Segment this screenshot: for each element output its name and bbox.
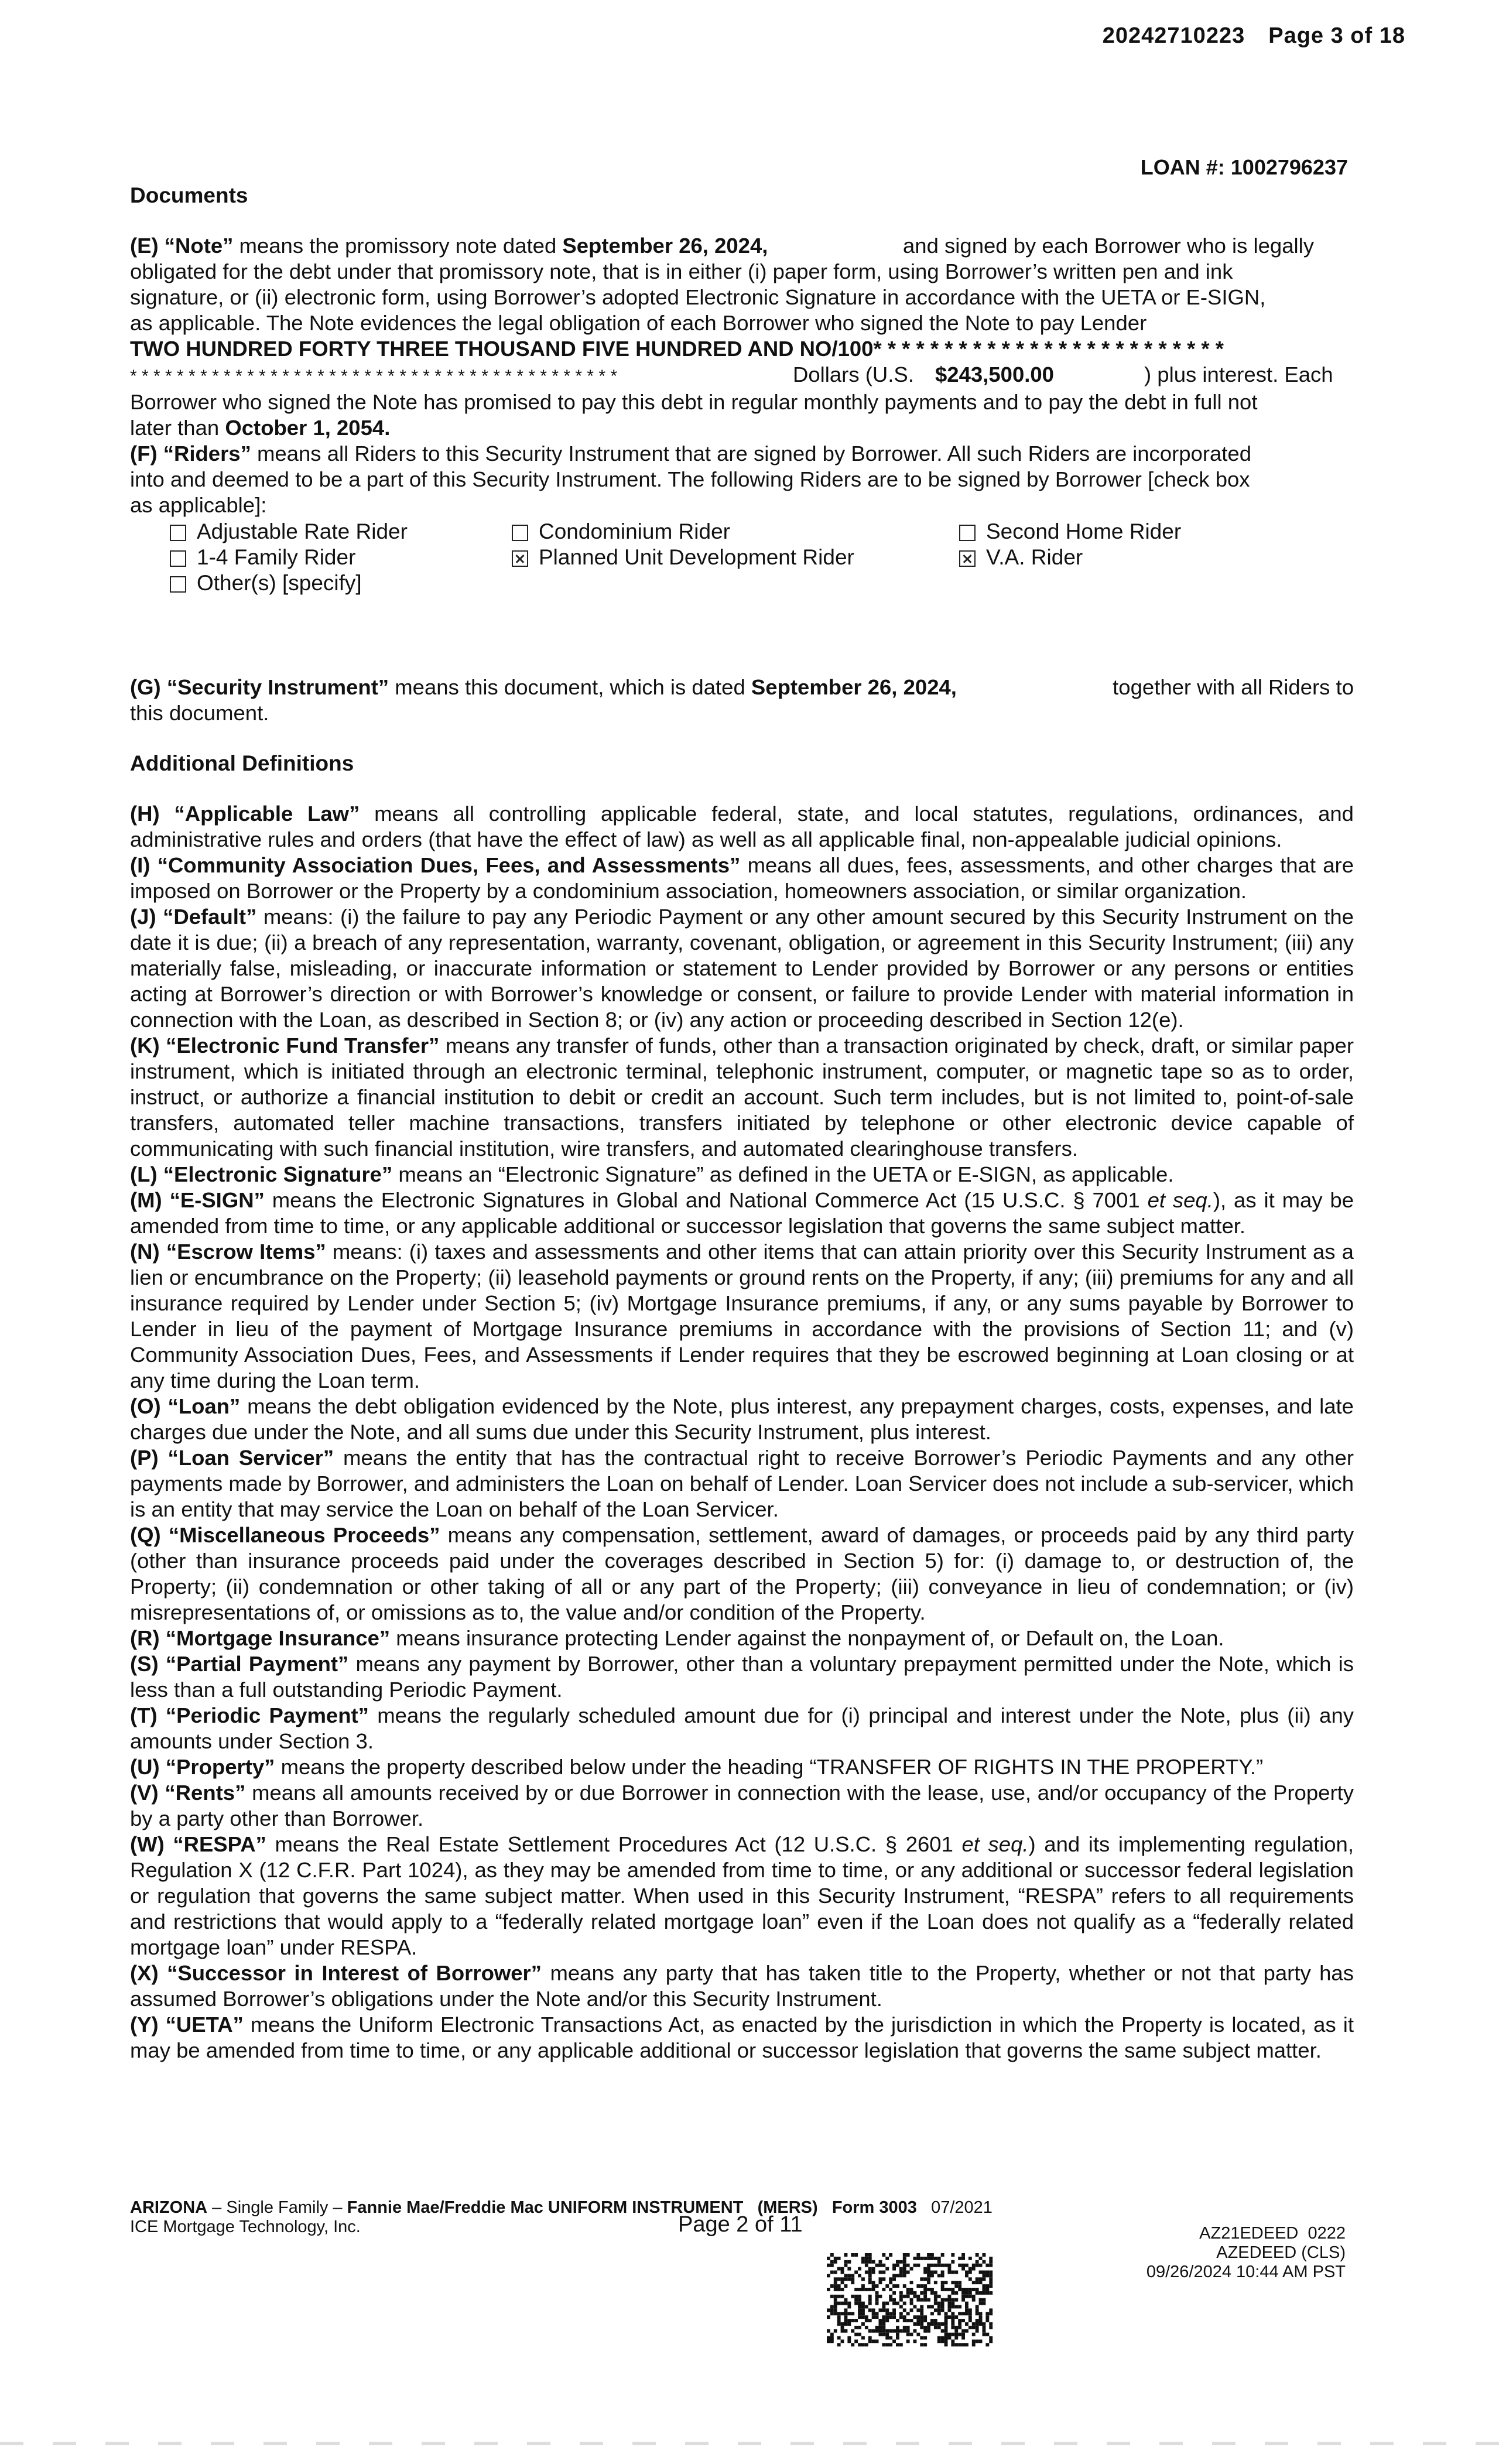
definition-term: (T) “Periodic Payment” (130, 1703, 369, 1727)
footer-code-1: AZ21EDEED 0222 (1199, 2224, 1346, 2243)
note-line-7: Borrower who signed the Note has promised to pay this debt in regular monthly payments and to pay the debt in full not (130, 390, 1258, 414)
rider-adjustable-rate[interactable] (170, 519, 408, 545)
definition-text: means all amounts received by or due Borrower in connection with the lease, use, and/or occupancy of the Property by a party other than Borrower. (130, 1781, 1354, 1830)
loan-amount: $243,500.00 (935, 362, 1054, 386)
document-number: 20242710223 (1102, 23, 1245, 48)
rider-va[interactable] (959, 545, 1083, 570)
definition-security-instrument (130, 675, 1354, 726)
definition-term: (S) “Partial Payment” (130, 1652, 349, 1676)
definition-item (130, 1033, 1354, 1162)
definition-item (130, 1187, 1354, 1239)
definition-text: means any transfer of funds, other than a transaction originated by check, draft, or similar paper instrument, which is initiated through an electronic terminal, telephonic instrument, computer, or magnetic tape so as to order, instruct, or authorize a financial institution to debit or credit an account. Such term includes, but is not limited to, point-of-sale transfers, automated teller machine transactions, transfers initiated by telephone or other electronic device capable of communicating with such financial institution, wire transfers, and automated clearinghouse transfers. (130, 1033, 1354, 1161)
definition-item (130, 1445, 1354, 1522)
maturity-date: October 1, 2054. (225, 416, 391, 440)
definition-term: (U) “Property” (130, 1755, 275, 1779)
definition-item (130, 1780, 1354, 1832)
definition-item (130, 1703, 1354, 1754)
definition-term: (I) “Community Association Dues, Fees, and Assessments” (130, 853, 741, 877)
dollars-label: Dollars (U.S. (793, 362, 914, 386)
definition-item (130, 904, 1354, 1033)
rider-1-4-family[interactable] (170, 545, 355, 570)
additional-definitions-list (130, 801, 1354, 2063)
note-line-4: as applicable. The Note evidences the legal obligation of each Borrower who signed the Note to pay Lender (130, 311, 1147, 335)
riders-line-1 (130, 441, 1354, 467)
definition-term: (J) “Default” (130, 905, 257, 929)
definition-text: means insurance protecting Lender against the nonpayment of, or Default on, the Loan. (390, 1626, 1224, 1650)
checkbox[interactable] (170, 525, 186, 541)
definition-item (130, 801, 1354, 853)
definition-term: (V) “Rents” (130, 1781, 246, 1805)
security-line-2: this document. (130, 701, 269, 725)
footer-code-2: AZEDEED (CLS) (1216, 2243, 1346, 2262)
definition-text: means any compensation, settlement, award of damages, or proceeds paid by any third party (other than insurance proceeds paid under the coverages described in Section 5) for: (i) damage to, or destruction of, the Property; (ii) condemnation or other taking of all or any part of the Property; (iii) conveyance in lieu of condemnation; or (iv) misrepresentations of, or omissions as to, the value and/or condition of the Property. (130, 1523, 1354, 1624)
note-term: (E) “Note” (130, 234, 234, 258)
definition-term: (L) “Electronic Signature” (130, 1162, 393, 1186)
definition-term: (N) “Escrow Items” (130, 1240, 326, 1264)
rider-condominium[interactable] (512, 519, 730, 545)
definition-text: means the property described below under the heading “TRANSFER OF RIGHTS IN THE PROPERTY.” (275, 1755, 1264, 1779)
stars-b: * * * * * * * * * * * * * * * * * * * * * * * * * * * * * * * * * * * * * * * * * * (130, 367, 618, 386)
rider-label: 1-4 Family Rider (197, 545, 356, 569)
rider-label: Second Home Rider (986, 519, 1182, 543)
definition-term: (X) “Successor in Interest of Borrower” (130, 1961, 542, 1985)
definition-text: means all controlling applicable federal, state, and local statutes, regulations, ordinances, and administrative rules and orders (that have the effect of law) as well as all applicable final, non-appealable judicial opinions. (130, 802, 1354, 851)
definition-item (130, 1162, 1354, 1187)
definition-term: (M) “E-SIGN” (130, 1188, 265, 1212)
definition-text: means the Real Estate Settlement Procedures Act (12 U.S.C. § 2601 et seq.) and its implementing regulation, Regulation X (12 C.F.R. Part 1024), as they may be amended from time to time, or any additional or successor federal legislation or regulation that governs the same subject matter. When used in this Security Instrument, “RESPA” refers to all requirements and restrictions that would apply to a “federally related mortgage loan” even if the Loan does not qualify as a “federally related mortgage loan” under RESPA. (130, 1832, 1354, 1959)
riders-line-2: into and deemed to be a part of this Security Instrument. The following Riders are to be signed by Borrower [check box (130, 467, 1250, 491)
checkbox[interactable] (959, 525, 976, 541)
amount-words: TWO HUNDRED FORTY THREE THOUSAND FIVE HUNDRED AND NO/100 (130, 337, 874, 361)
note-line-1 (130, 233, 1354, 259)
note-amount-line (130, 362, 1354, 389)
note-line-2: obligated for the debt under that promissory note, that is in either (i) paper form, using Borrower’s written pen and ink (130, 259, 1233, 283)
definition-text: means: (i) the failure to pay any Periodic Payment or any other amount secured by this Security Instrument on the date it is due; (ii) a breach of any representation, warranty, covenant, obligation, or agreement in this Security Instrument; (iii) any materially false, misleading, or inaccurate information or statement to Lender provided by Borrower or any persons or entities acting at Borrower’s direction or with Borrower’s knowledge or consent, or failure to provide Lender with material information in connection with the Loan, as described in Section 8; or (iv) any action or proceeding described in Section 12(e). (130, 905, 1354, 1032)
rider-label: Adjustable Rate Rider (197, 519, 408, 543)
checked-checkbox[interactable] (959, 550, 976, 567)
definition-item (130, 1960, 1354, 2012)
footer-mers: (MERS) (757, 2198, 818, 2217)
note-amount-words-line (130, 336, 1354, 362)
definition-text: means the regularly scheduled amount due for (i) principal and interest under the Note, plus (ii) any amounts under Section 3. (130, 1703, 1354, 1753)
definition-term: (O) “Loan” (130, 1394, 241, 1418)
definition-item (130, 1394, 1354, 1445)
barcode-graphic (827, 2253, 993, 2347)
footer-instrument: Fannie Mae/Freddie Mac UNIFORM INSTRUMENT (347, 2198, 744, 2217)
rider-second-home[interactable] (959, 519, 1181, 545)
definition-text: means all dues, fees, assessments, and other charges that are imposed on Borrower or the Property by a condominium association, homeowners association, or similar organization. (130, 853, 1354, 903)
footer-state: ARIZONA (130, 2198, 208, 2217)
definition-item (130, 1239, 1354, 1394)
security-date: September 26, 2024, (751, 675, 957, 699)
definition-text: means the entity that has the contractual right to receive Borrower’s Periodic Payments and any other payments made by Borrower, and administers the Loan on behalf of Lender. Loan Servicer does not include a sub-servicer, which is an entity that may service the Loan on behalf of the Loan Servicer. (130, 1446, 1354, 1521)
rider-label: Condominium Rider (539, 519, 730, 543)
definition-term: (P) “Loan Servicer” (130, 1446, 334, 1470)
definition-note (130, 233, 1354, 518)
definition-text: means any party that has taken title to the Property, whether or not that party has assumed Borrower’s obligations under the Note and/or this Security Instrument. (130, 1961, 1354, 2011)
note-text-cont: and signed by each Borrower who is legally (903, 234, 1315, 258)
plus-interest: ) plus interest. Each (1144, 362, 1333, 386)
page-label: Page 3 of 18 (1268, 23, 1405, 48)
note-line-3: signature, or (ii) electronic form, using Borrower’s adopted Electronic Signature in accordance with the UETA or E-SIGN, (130, 285, 1266, 309)
definition-term: (K) “Electronic Fund Transfer” (130, 1033, 440, 1058)
definition-text: means an “Electronic Signature” as defined in the UETA or E-SIGN, as applicable. (392, 1162, 1174, 1186)
security-text: means this document, which is dated (389, 675, 751, 699)
riders-term: (F) “Riders” (130, 442, 251, 466)
definition-term: (H) “Applicable Law” (130, 802, 360, 826)
definition-term: (Y) “UETA” (130, 2013, 244, 2037)
definition-text: means the Electronic Signatures in Global and National Commerce Act (15 U.S.C. § 7001 et seq.), as it may be amended from time to time, or any applicable additional or successor legislation that governs the same subject matter. (130, 1188, 1354, 1238)
footer-form: Form 3003 (831, 2198, 917, 2217)
definition-term: (Q) “Miscellaneous Proceeds” (130, 1523, 440, 1547)
security-text-cont: together with all Riders to (1113, 675, 1354, 699)
footer-form-info (130, 2198, 993, 2237)
checkbox[interactable] (170, 576, 186, 593)
scan-artifact-line (0, 2442, 1499, 2445)
checkbox[interactable] (170, 550, 186, 567)
barcode-image (827, 2253, 993, 2347)
definition-item (130, 1625, 1354, 1651)
riders-line-3: as applicable]: (130, 493, 267, 517)
rider-pud[interactable] (512, 545, 854, 570)
footer-timestamp: 09/26/2024 10:44 AM PST (1146, 2263, 1346, 2281)
definition-item (130, 2012, 1354, 2063)
documents-title: Documents (130, 183, 248, 207)
definition-item (130, 1754, 1354, 1780)
definition-item (130, 1832, 1354, 1960)
security-line-1 (130, 675, 1354, 700)
definition-item (130, 1651, 1354, 1703)
additional-definitions-title: Additional Definitions (130, 751, 354, 775)
security-term: (G) “Security Instrument” (130, 675, 389, 699)
definition-text: means the debt obligation evidenced by the Note, plus interest, any prepayment charges, costs, expenses, and late charges due under the Note, and all sums due under this Security Instrument, plus interest. (130, 1394, 1354, 1444)
checkbox[interactable] (512, 525, 528, 541)
note-date: September 26, 2024, (562, 234, 768, 258)
definition-term: (W) “RESPA” (130, 1832, 266, 1856)
definition-item (130, 1522, 1354, 1625)
footer-form-date: 07/2021 (931, 2198, 993, 2217)
note-text: means the promissory note dated (233, 234, 563, 258)
definition-text: means: (i) taxes and assessments and other items that can attain priority over this Security Instrument as a lien or encumbrance on the Property; (ii) leasehold payments or ground rents on the Property, if any; (iii) premiums for any and all insurance required by Lender under Section 5; (iv) Mortgage Insurance premiums, if any, or any sums payable by Borrower to Lender in lieu of the payment of Mortgage Insurance premiums in accordance with the provisions of Section 11; and (v) Community Association Dues, Fees, and Assessments if Lender requires that they be escrowed beginning at Loan closing or at any time during the Loan term. (130, 1240, 1354, 1392)
definition-text: means any payment by Borrower, other than a voluntary prepayment permitted under the Note, which is less than a full outstanding Periodic Payment. (130, 1652, 1354, 1702)
definition-term: (R) “Mortgage Insurance” (130, 1626, 391, 1650)
riders-text: means all Riders to this Security Instrument that are signed by Borrower. All such Riders are incorporated (251, 442, 1252, 466)
footer-line-1 (130, 2198, 993, 2217)
footer-codes (1147, 2224, 1346, 2282)
rider-others[interactable] (170, 570, 362, 596)
footer-sep: – Single Family – (207, 2198, 347, 2217)
note-line-8 (130, 415, 1354, 441)
rider-label: Planned Unit Development Rider (539, 545, 854, 569)
page-header (1079, 23, 1405, 49)
rider-label: Other(s) [specify] (197, 571, 362, 595)
rider-label: V.A. Rider (986, 545, 1083, 569)
stars-a: * * * * * * * * * * * * * * * * * * * * * * * * * (873, 337, 1224, 361)
footer-page-number: Page 2 of 11 (678, 2212, 803, 2237)
footer-company: ICE Mortgage Technology, Inc. (130, 2217, 361, 2236)
later-than: later than (130, 416, 220, 440)
definition-text: means the Uniform Electronic Transactions Act, as enacted by the jurisdiction in which the Property is located, as it may be amended from time to time, or any applicable additional or successor legislation that governs the same subject matter. (130, 2013, 1354, 2062)
definition-item (130, 853, 1354, 904)
checked-checkbox[interactable] (512, 550, 528, 567)
loan-number: LOAN #: 1002796237 (1140, 155, 1348, 179)
